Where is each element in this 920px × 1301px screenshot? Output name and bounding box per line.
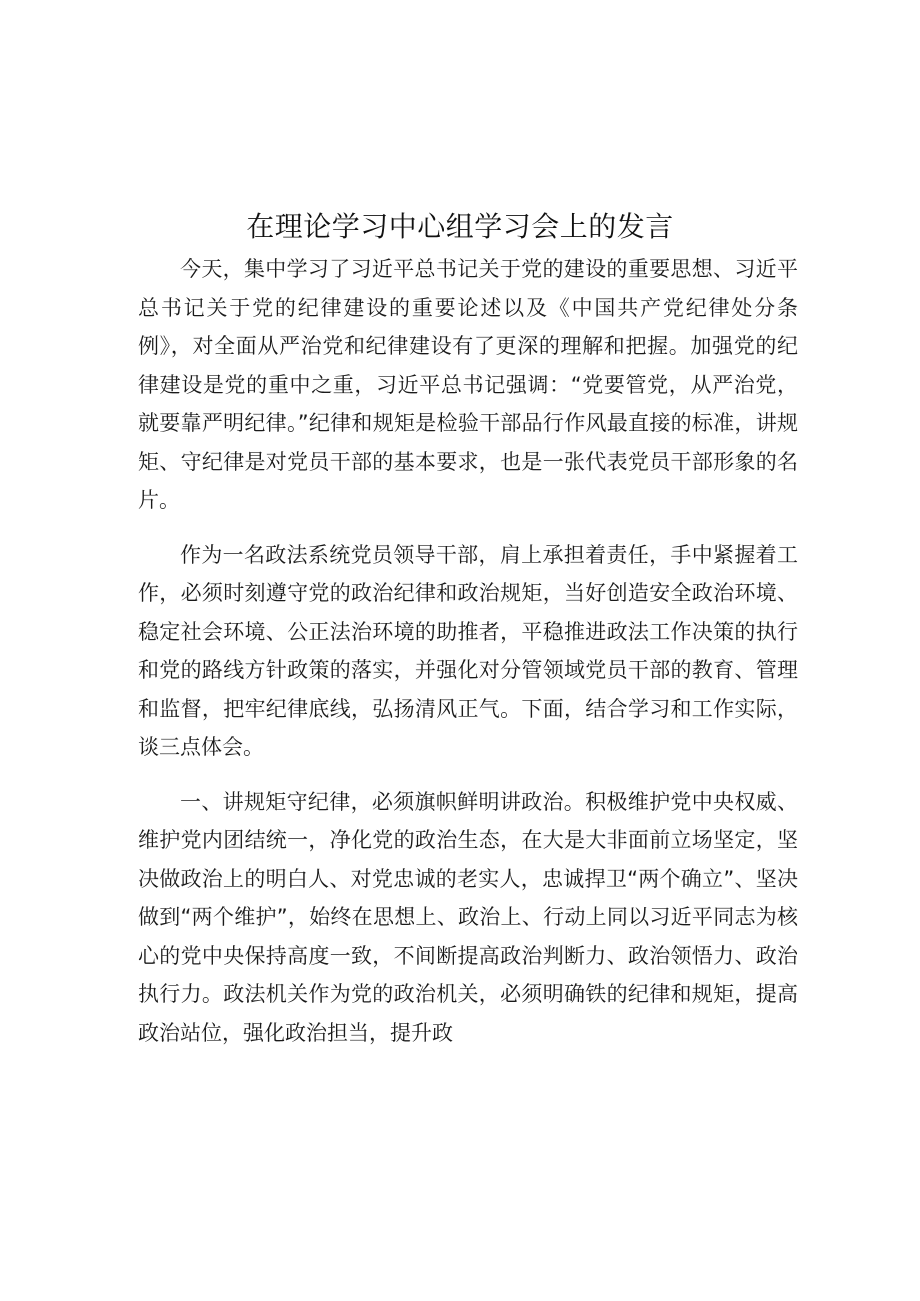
paragraph-point-one: 一、讲规矩守纪律，必须旗帜鲜明讲政治。积极维护党中央权威、维护党内团结统一，净化党的政治生态，在大是大非面前立场坚定，坚决做政治上的明白人、对党忠诚的老实人，忠诚捍卫“两个确立”、坚决做到“两个维护”，始终在思想上、政治上、行动上同以习近平同志为核心的党中央保持高度一致，不间断提高政治判断力、政治领悟力、政治执行力。政法机关作为党的政治机关，必须明确铁的纪律和规矩，提高政治站位，强化政治担当，提升政 xyxy=(138,789,798,1045)
document-title: 在理论学习中心组学习会上的发言 xyxy=(246,210,674,243)
paragraph-role: 作为一名政法系统党员领导干部，肩上承担着责任，手中紧握着工作，必须时刻遵守党的政治纪律和政治规矩，当好创造安全政治环境、稳定社会环境、公正法治环境的助推者，平稳推进政法工作决策的执行和党的路线方针政策的落实，并强化对分管领域党员干部的教育、管理和监督，把牢纪律底线，弘扬清风正气。下面，结合学习和工作实际，谈三点体会。 xyxy=(138,542,798,759)
paragraph-intro: 今天，集中学习了习近平总书记关于党的建设的重要思想、习近平总书记关于党的纪律建设的重要论述以及《中国共产党纪律处分条例》，对全面从严治党和纪律建设有了更深的理解和把握。加强党的纪律建设是党的重中之重，习近平总书记强调：“党要管党，从严治党，就要靠严明纪律。”纪律和规矩是检验干部品行作风最直接的标准，讲规矩、守纪律是对党员干部的基本要求，也是一张代表党员干部形象的名片。 xyxy=(138,257,798,512)
document-body xyxy=(138,250,798,1068)
